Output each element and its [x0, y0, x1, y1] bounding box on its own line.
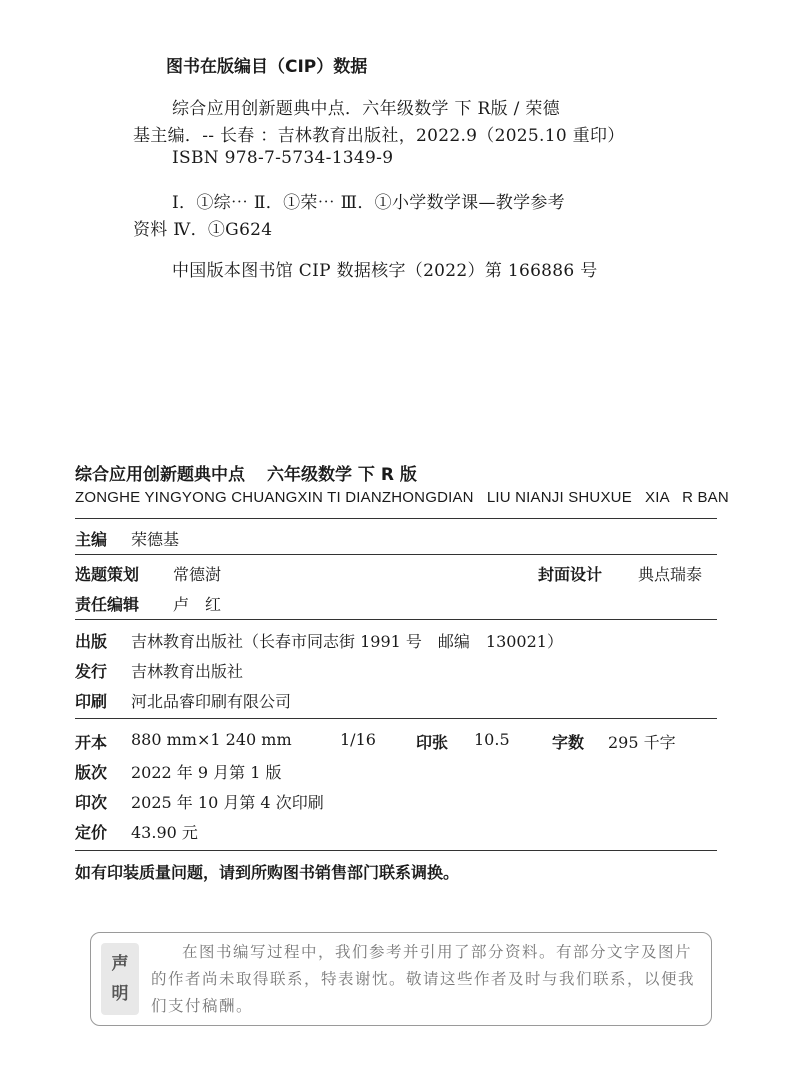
- cover-design-label: 封面设计: [538, 565, 603, 584]
- statement-text: 在图书编写过程中，我们参考并引用了部分资料。有部分文字及图片的作者尚未取得联系，特表谢忱。敬请这些作者及时与我们联系，以便我们支付稿酬。: [151, 943, 696, 1015]
- sheets-value: 10.5: [474, 730, 510, 749]
- sheets-label: 印张: [416, 733, 449, 752]
- divider: [75, 718, 717, 719]
- divider: [75, 619, 717, 620]
- statement-box: [90, 932, 712, 1026]
- edition-label: 版次: [75, 763, 108, 782]
- cip-isbn: ISBN 978-7-5734-1349-9: [172, 148, 394, 168]
- word-count-value: 295 千字: [608, 733, 676, 752]
- edition-value: 2022 年 9 月第 1 版: [131, 763, 282, 782]
- cip-line-2: 基主编．-- 长春 ：吉林教育出版社，2022.9（2025.10 重印）: [133, 126, 625, 146]
- format-label: 开本: [75, 733, 108, 752]
- book-title: [75, 460, 417, 485]
- distributor-value: 吉林教育出版社: [131, 662, 244, 681]
- quality-notice: 如有印装质量问题，请到所购图书销售部门联系调换。: [75, 863, 460, 882]
- divider: [75, 518, 717, 519]
- cip-line-5: 资料 Ⅳ．①G624: [133, 220, 273, 240]
- impression-label: 印次: [75, 793, 108, 812]
- planner-label: 选题策划: [75, 565, 140, 584]
- planner-value: 常德澍: [173, 565, 222, 584]
- format-value: 880 mm×1 240 mm: [131, 730, 292, 749]
- cover-design-value: 典点瑞泰: [638, 565, 703, 584]
- impression-value: 2025 年 10 月第 4 次印刷: [131, 793, 324, 812]
- price-label: 定价: [75, 823, 108, 842]
- cip-line-1: 综合应用创新题典中点．六年级数学 下 R版 / 荣德: [172, 99, 560, 119]
- editor-label: 主编: [75, 530, 108, 549]
- book-title-sub: 六年级数学 下 R 版: [267, 465, 417, 485]
- publisher-value: 吉林教育出版社（长春市同志街 1991 号 邮编 130021）: [131, 632, 563, 651]
- word-count-label: 字数: [552, 733, 585, 752]
- editor-value: 荣德基: [131, 530, 180, 549]
- distributor-label: 发行: [75, 662, 108, 681]
- format-fraction: 1/16: [340, 730, 376, 749]
- publisher-label: 出版: [75, 632, 108, 651]
- printer-label: 印刷: [75, 692, 108, 711]
- cip-line-4: Ⅰ．①综⋯ Ⅱ．①荣⋯ Ⅲ．①小学数学课—教学参考: [172, 193, 565, 213]
- cip-number: 中国版本图书馆 CIP 数据核字（2022）第 166886 号: [172, 261, 598, 281]
- printer-value: 河北品睿印刷有限公司: [131, 692, 292, 711]
- statement-label-char: 明: [111, 984, 129, 1004]
- divider: [75, 850, 717, 851]
- book-title-main: 综合应用创新题典中点: [75, 465, 245, 485]
- book-title-pinyin: ZONGHE YINGYONG CHUANGXIN TI DIANZHONGDIAN LIU NIANJI SHUXUE XIA R BAN: [75, 489, 729, 506]
- statement-label-char: 声: [111, 954, 129, 974]
- responsible-editor-label: 责任编辑: [75, 595, 140, 614]
- statement-label: [101, 943, 139, 1015]
- divider: [75, 554, 717, 555]
- price-value: 43.90 元: [131, 823, 198, 842]
- cip-title: 图书在版编目（CIP）数据: [166, 57, 368, 77]
- responsible-editor-value: 卢 红: [173, 595, 222, 614]
